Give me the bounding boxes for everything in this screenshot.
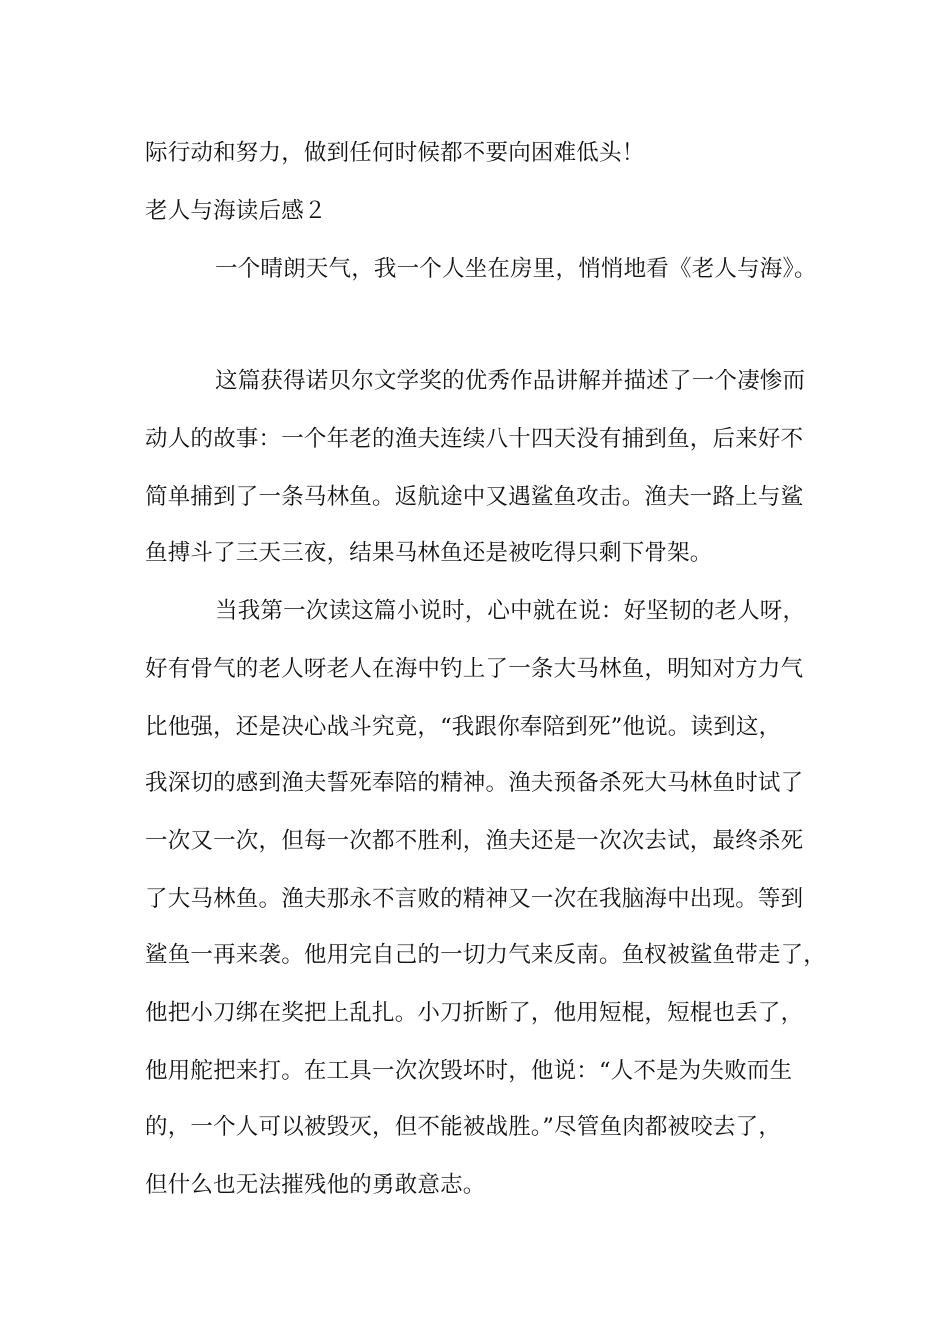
paragraph-3-line-6: 了大马林鱼。渔夫那永不言败的精神又一次在我脑海中出现。等到: [145, 886, 804, 912]
paragraph-3-line-10: 的，一个人可以被毁灭，但不能被战胜。”尽管鱼肉都被咬去了，: [145, 1114, 782, 1140]
paragraph-2-line-1: 这篇获得诺贝尔文学奖的优秀作品讲解并描述了一个凄惨而: [215, 368, 806, 394]
paragraph-3-line-1: 当我第一次读这篇小说时，心中就在说：好坚韧的老人呀，: [215, 598, 806, 624]
paragraph-3-line-9: 他用舵把来打。在工具一次次毁坏时，他说：“人不是为失败而生: [145, 1058, 793, 1084]
paragraph-3-line-4: 我深切的感到渔夫誓死奉陪的精神。渔夫预备杀死大马林鱼时试了: [145, 770, 804, 796]
paragraph-3-line-3: 比他强，还是决心战斗究竟，“我跟你奉陪到死”他说。读到这，: [145, 714, 782, 740]
continuation-line: 际行动和努力，做到任何时候都不要向困难低头！: [145, 140, 645, 166]
paragraph-3-line-8: 他把小刀绑在奖把上乱扎。小刀折断了，他用短棍，短棍也丢了，: [145, 1000, 804, 1026]
section-title: 老人与海读后感２: [145, 198, 327, 224]
paragraph-2-line-4: 鱼搏斗了三天三夜，结果马林鱼还是被吃得只剩下骨架。: [145, 540, 713, 566]
paragraph-2-line-2: 动人的故事：一个年老的渔夫连续八十四天没有捕到鱼，后来好不: [145, 426, 804, 452]
paragraph-3-line-11: 但什么也无法摧残他的勇敢意志。: [145, 1172, 486, 1198]
paragraph-2-line-3: 简单捕到了一条马林鱼。返航途中又遇鲨鱼攻击。渔夫一路上与鲨: [145, 484, 804, 510]
paragraph-3-line-7: 鲨鱼一再来袭。他用完自己的一切力气来反南。鱼杈被鲨鱼带走了，: [145, 942, 827, 968]
paragraph-1-line-1: 一个晴朗天气，我一个人坐在房里，悄悄地看《老人与海》。: [215, 256, 817, 282]
paragraph-3-line-5: 一次又一次，但每一次都不胜利，渔夫还是一次次去试，最终杀死: [145, 828, 804, 854]
paragraph-3-line-2: 好有骨气的老人呀老人在海中钓上了一条大马林鱼，明知对方力气: [145, 656, 804, 682]
